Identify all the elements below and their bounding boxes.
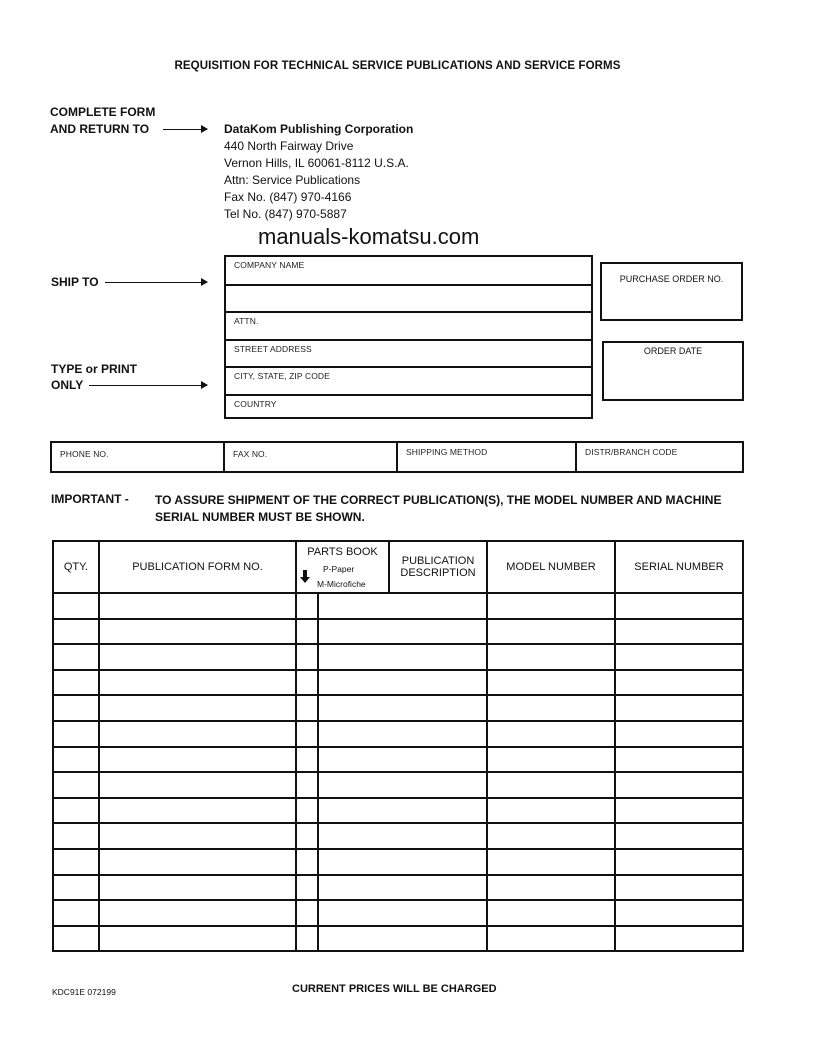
form-no-cell[interactable] — [99, 900, 296, 926]
model-number-cell[interactable] — [487, 644, 615, 670]
serial-number-cell[interactable] — [615, 695, 743, 721]
form-no-cell[interactable] — [99, 823, 296, 849]
description-cell[interactable] — [318, 875, 487, 901]
attn-field[interactable]: ATTN. — [226, 313, 591, 341]
qty-cell[interactable] — [53, 593, 99, 619]
company-name-field[interactable]: COMPANY NAME — [226, 257, 591, 286]
important-label: IMPORTANT - — [51, 492, 129, 506]
serial-number-cell[interactable] — [615, 747, 743, 773]
purchase-order-field[interactable] — [600, 262, 743, 321]
serial-number-cell[interactable] — [615, 644, 743, 670]
serial-number-cell[interactable] — [615, 798, 743, 824]
fax-number: Fax No. (847) 970-4166 — [224, 190, 352, 204]
form-no-header: PUBLICATION FORM NO. — [99, 541, 296, 593]
company-name: DataKom Publishing Corporation — [224, 122, 414, 136]
parts-book-type-cell[interactable] — [296, 823, 318, 849]
description-cell[interactable] — [318, 747, 487, 773]
parts-book-type-cell[interactable] — [296, 747, 318, 773]
important-text: TO ASSURE SHIPMENT OF THE CORRECT PUBLICATION(S), THE MODEL NUMBER AND MACHINE SERIAL NUMBER MUST BE SHOWN. — [155, 493, 722, 524]
description-cell[interactable] — [318, 823, 487, 849]
description-cell[interactable] — [318, 900, 487, 926]
serial-number-cell[interactable] — [615, 772, 743, 798]
table-row — [53, 721, 743, 747]
serial-number-cell[interactable] — [615, 823, 743, 849]
parts-book-type-cell[interactable] — [296, 798, 318, 824]
ship-to-box — [224, 255, 593, 419]
only-label: ONLY — [51, 378, 84, 392]
parts-book-type-cell[interactable] — [296, 849, 318, 875]
description-cell[interactable] — [318, 926, 487, 952]
description-cell[interactable] — [318, 721, 487, 747]
address-line: 440 North Fairway Drive — [224, 139, 354, 153]
tel-number: Tel No. (847) 970-5887 — [224, 207, 347, 221]
parts-book-type-cell[interactable] — [296, 593, 318, 619]
qty-cell[interactable] — [53, 823, 99, 849]
qty-cell[interactable] — [53, 670, 99, 696]
form-no-cell[interactable] — [99, 670, 296, 696]
publications-table — [52, 540, 744, 952]
model-number-cell[interactable] — [487, 926, 615, 952]
model-number-header: MODEL NUMBER — [487, 541, 615, 593]
parts-book-type-cell[interactable] — [296, 900, 318, 926]
table-row — [53, 798, 743, 824]
address-line: Attn: Service Publications — [224, 173, 361, 187]
ship-to-label: SHIP TO — [51, 275, 99, 289]
table-header — [53, 541, 743, 593]
arrow-right-icon — [89, 385, 207, 386]
form-code: KDC91E 072199 — [52, 987, 116, 997]
serial-number-cell[interactable] — [615, 849, 743, 875]
table-row — [53, 593, 743, 619]
serial-number-cell[interactable] — [615, 593, 743, 619]
table-row — [53, 900, 743, 926]
contact-row — [50, 441, 744, 473]
parts-book-type-cell[interactable] — [296, 721, 318, 747]
distr-branch-code-field[interactable]: DISTR/BRANCH CODE — [585, 447, 678, 457]
serial-number-cell[interactable] — [615, 721, 743, 747]
form-title: REQUISITION FOR TECHNICAL SERVICE PUBLICATIONS AND SERVICE FORMS — [174, 60, 621, 72]
return-address — [224, 121, 413, 223]
serial-number-cell[interactable] — [615, 670, 743, 696]
model-number-cell[interactable] — [487, 875, 615, 901]
form-no-cell[interactable] — [99, 721, 296, 747]
qty-cell[interactable] — [53, 875, 99, 901]
watermark: manuals-komatsu.com — [258, 224, 480, 249]
form-no-cell[interactable] — [99, 695, 296, 721]
complete-form-label: COMPLETE FORM — [50, 105, 156, 119]
form-no-cell[interactable] — [99, 619, 296, 645]
qty-cell[interactable] — [53, 849, 99, 875]
description-cell[interactable] — [318, 670, 487, 696]
model-number-cell[interactable] — [487, 670, 615, 696]
description-cell[interactable] — [318, 619, 487, 645]
description-header: PUBLICATION DESCRIPTION — [389, 541, 487, 593]
qty-cell[interactable] — [53, 926, 99, 952]
serial-number-cell[interactable] — [615, 875, 743, 901]
type-or-print-label: TYPE or PRINT — [51, 362, 138, 376]
model-number-cell[interactable] — [487, 772, 615, 798]
fax-field[interactable]: FAX NO. — [225, 443, 398, 471]
qty-cell[interactable] — [53, 747, 99, 773]
city-state-zip-field[interactable]: CITY, STATE, ZIP CODE — [226, 368, 591, 396]
table-row — [53, 695, 743, 721]
arrow-right-icon — [105, 282, 207, 283]
order-date-field[interactable] — [602, 341, 744, 401]
parts-book-type-cell[interactable] — [296, 772, 318, 798]
shipping-method-field[interactable]: SHIPPING METHOD — [398, 443, 577, 471]
description-cell[interactable] — [318, 849, 487, 875]
model-number-cell[interactable] — [487, 721, 615, 747]
phone-field[interactable]: PHONE NO. — [52, 443, 225, 471]
form-no-cell[interactable] — [99, 644, 296, 670]
table-row — [53, 619, 743, 645]
form-no-cell[interactable] — [99, 593, 296, 619]
parts-book-type-cell[interactable] — [296, 695, 318, 721]
model-number-cell[interactable] — [487, 747, 615, 773]
street-address-field[interactable]: STREET ADDRESS — [226, 341, 591, 368]
description-cell[interactable] — [318, 798, 487, 824]
model-number-cell[interactable] — [487, 695, 615, 721]
table-row — [53, 849, 743, 875]
model-number-cell[interactable] — [487, 619, 615, 645]
table-row — [53, 772, 743, 798]
table-row — [53, 670, 743, 696]
model-number-cell[interactable] — [487, 593, 615, 619]
prices-note: CURRENT PRICES WILL BE CHARGED — [292, 983, 497, 995]
form-no-cell[interactable] — [99, 798, 296, 824]
table-row — [53, 747, 743, 773]
qty-cell[interactable] — [53, 900, 99, 926]
serial-number-header: SERIAL NUMBER — [615, 541, 743, 593]
parts-book-type-cell[interactable] — [296, 619, 318, 645]
serial-number-cell[interactable] — [615, 900, 743, 926]
parts-book-type-cell[interactable] — [296, 875, 318, 901]
address-line: Vernon Hills, IL 60061-8112 U.S.A. — [224, 156, 409, 170]
country-field[interactable]: COUNTRY — [234, 399, 277, 409]
description-cell[interactable] — [318, 644, 487, 670]
qty-cell[interactable] — [53, 798, 99, 824]
form-no-cell[interactable] — [99, 926, 296, 952]
parts-book-header: PARTS BOOK P-Paper M-Microfiche — [296, 541, 389, 593]
model-number-cell[interactable] — [487, 849, 615, 875]
description-cell[interactable] — [318, 772, 487, 798]
parts-book-type-cell[interactable] — [296, 670, 318, 696]
serial-number-cell[interactable] — [615, 926, 743, 952]
description-cell[interactable] — [318, 695, 487, 721]
qty-cell[interactable] — [53, 695, 99, 721]
return-to-label: AND RETURN TO — [50, 122, 150, 136]
table-row — [53, 644, 743, 670]
qty-cell[interactable] — [53, 619, 99, 645]
qty-cell[interactable] — [53, 721, 99, 747]
table-row — [53, 875, 743, 901]
table-row — [53, 823, 743, 849]
qty-cell[interactable] — [53, 644, 99, 670]
serial-number-cell[interactable] — [615, 619, 743, 645]
company-name-line2-field[interactable] — [226, 286, 591, 313]
form-no-cell[interactable] — [99, 875, 296, 901]
model-number-cell[interactable] — [487, 823, 615, 849]
form-no-cell[interactable] — [99, 747, 296, 773]
purchase-order-label: PURCHASE ORDER NO. — [619, 274, 724, 284]
qty-cell[interactable] — [53, 772, 99, 798]
description-cell[interactable] — [318, 593, 487, 619]
form-no-cell[interactable] — [99, 849, 296, 875]
model-number-cell[interactable] — [487, 900, 615, 926]
parts-book-type-cell[interactable] — [296, 644, 318, 670]
arrow-right-icon — [163, 129, 207, 130]
model-number-cell[interactable] — [487, 798, 615, 824]
order-date-label: ORDER DATE — [643, 346, 703, 356]
table-row — [53, 926, 743, 952]
form-no-cell[interactable] — [99, 772, 296, 798]
parts-book-type-cell[interactable] — [296, 926, 318, 952]
qty-header: QTY. — [53, 541, 99, 593]
